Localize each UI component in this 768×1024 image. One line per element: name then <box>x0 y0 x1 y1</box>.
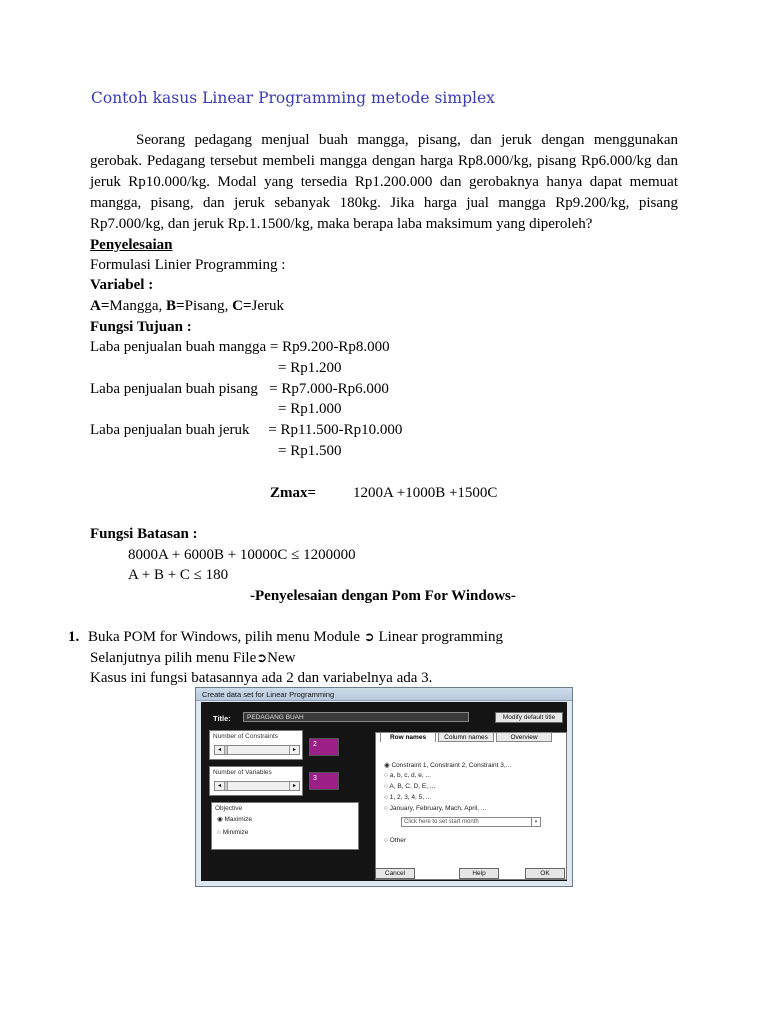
row-option-1[interactable]: ◉ Constraint 1, Constraint 2, Constraint 3,... <box>384 762 512 769</box>
scroll-left-icon[interactable]: ◂ <box>215 782 225 790</box>
step-text: Buka POM for Windows, pilih menu Module <box>88 629 364 645</box>
variables-group <box>209 766 303 796</box>
variabel-line <box>90 299 284 314</box>
var-c-value: Jeruk <box>251 298 285 314</box>
row-option-3[interactable]: ○ A, B, C, D, E, ... <box>384 783 436 790</box>
title-label: Title: <box>213 714 231 723</box>
scroll-thumb[interactable] <box>225 746 228 754</box>
step-number: 1. <box>68 629 80 645</box>
row-option-label: 1, 2, 3, 4, 5, ... <box>389 794 432 801</box>
row-option-label: Constraint 1, Constraint 2, Constraint 3,... <box>391 762 512 769</box>
start-month-select[interactable] <box>401 817 541 827</box>
arrow-icon: ➲ <box>363 630 375 645</box>
minimize-radio[interactable]: ○ Minimize <box>217 829 249 836</box>
laba-mangga-result: = Rp1.200 <box>278 360 342 376</box>
tab-overview[interactable]: Overview <box>496 732 552 742</box>
penyelesaian-heading: Penyelesaian <box>90 237 173 253</box>
objective-group <box>211 802 359 850</box>
scroll-right-icon[interactable]: ▸ <box>289 782 299 790</box>
step-text: New <box>267 650 296 666</box>
scroll-thumb[interactable] <box>225 782 228 790</box>
step-line-2 <box>90 651 295 666</box>
zmax-expression: 1200A +1000B +1500C <box>353 485 498 501</box>
laba-jeruk-result: = Rp1.500 <box>278 443 342 459</box>
variabel-heading: Variabel : <box>90 277 154 293</box>
modify-title-button[interactable]: Modify default title <box>495 712 563 723</box>
row-option-label: January, February, Mach, April, ... <box>389 805 487 812</box>
step-line-3: Kasus ini fungsi batasannya ada 2 dan variabelnya ada 3. <box>90 670 433 686</box>
row-option-4[interactable]: ○ 1, 2, 3, 4, 5, ... <box>384 794 432 801</box>
var-a-key: A= <box>90 298 110 314</box>
step-line-1 <box>88 630 503 645</box>
variables-scrollbar[interactable] <box>214 781 300 791</box>
zmax-label: Zmax= <box>270 485 317 501</box>
laba-mangga: Laba penjualan buah mangga = Rp9.200-Rp8.000 <box>90 339 390 355</box>
arrow-icon: ➲ <box>256 651 268 666</box>
paragraph-line: Seorang pedagang menjual buah mangga, pisang, dan jeruk dengan menggunakan <box>136 132 678 148</box>
row-option-2[interactable]: ○ a, b, c, d, e, ... <box>384 772 431 779</box>
constraints-label: Number of Constraints <box>213 733 279 740</box>
cancel-button[interactable]: Cancel <box>375 868 415 879</box>
step-text: Selanjutnya pilih menu File <box>90 650 257 666</box>
other-label: Other <box>389 837 406 844</box>
tab-column-names[interactable]: Column names <box>438 732 494 742</box>
row-option-label: A, B, C, D, E, ... <box>389 783 436 790</box>
scroll-left-icon[interactable]: ◂ <box>215 746 225 754</box>
dialog-window-title: Create data set for Linear Programming <box>202 690 335 699</box>
laba-jeruk: Laba penjualan buah jeruk = Rp11.500-Rp10.000 <box>90 422 403 438</box>
laba-pisang-result: = Rp1.000 <box>278 401 342 417</box>
constraints-group <box>209 730 303 760</box>
row-option-5[interactable]: ○ January, February, Mach, April, ... <box>384 805 487 812</box>
formulasi-line: Formulasi Linier Programming : <box>90 257 286 273</box>
constraints-count[interactable]: 2 <box>309 738 339 756</box>
paragraph-line: mangga, pisang, dan jeruk sebanyak 180kg. Jika harga jual mangga Rp9.200/kg, pisang <box>90 195 678 211</box>
dialog-titlebar <box>196 688 572 701</box>
maximize-radio[interactable]: ◉ Maximize <box>217 816 252 823</box>
tab-row-names[interactable]: Row names <box>380 732 436 742</box>
row-option-label: a, b, c, d, e, ... <box>389 772 431 779</box>
variables-label: Number of Variables <box>213 769 272 776</box>
paragraph-line: jeruk Rp10.000/kg. Modal yang tersedia Rp1.200.000 dan gerobaknya hanya dapat memuat <box>90 174 678 190</box>
chevron-down-icon[interactable]: ▾ <box>531 818 540 826</box>
var-b-value: Pisang, <box>184 298 233 314</box>
constraint-1: 8000A + 6000B + 10000C ≤ 1200000 <box>128 547 356 563</box>
fungsi-batasan-heading: Fungsi Batasan : <box>90 526 198 542</box>
page-title: Contoh kasus Linear Programming metode simplex <box>91 89 495 107</box>
constraint-2: A + B + C ≤ 180 <box>128 567 229 583</box>
variables-count[interactable]: 3 <box>309 772 339 790</box>
constraints-scrollbar[interactable] <box>214 745 300 755</box>
fungsi-tujuan-heading: Fungsi Tujuan : <box>90 319 192 335</box>
laba-pisang: Laba penjualan buah pisang = Rp7.000-Rp6.000 <box>90 381 389 397</box>
row-option-other[interactable]: ○ Other <box>384 837 406 844</box>
help-button[interactable]: Help <box>459 868 499 879</box>
paragraph-line: Rp7.000/kg, dan jeruk Rp.1.1500/kg, maka berapa laba maksimum yang diperoleh? <box>90 216 593 232</box>
var-c-key: C= <box>232 298 252 314</box>
pom-dialog-screenshot <box>195 687 573 887</box>
objective-label: Objective <box>215 805 243 812</box>
minimize-label: Minimize <box>222 829 249 836</box>
step-text: Linear programming <box>374 629 503 645</box>
names-tab-panel <box>375 732 567 880</box>
start-month-placeholder: Click here to set start month <box>404 819 479 825</box>
dialog-body <box>201 702 567 881</box>
paragraph-line: gerobak. Pedagang tersebut membeli mangga dengan harga Rp8.000/kg, pisang Rp6.000/kg dan <box>90 153 678 169</box>
maximize-label: Maximize <box>224 816 252 823</box>
pom-heading: -Penyelesaian dengan Pom For Windows- <box>250 588 516 604</box>
var-b-key: B= <box>166 298 185 314</box>
title-input[interactable]: PEDAGANG BUAH <box>243 712 469 722</box>
ok-button[interactable]: OK <box>525 868 565 879</box>
var-a-value: Mangga, <box>109 298 167 314</box>
scroll-right-icon[interactable]: ▸ <box>289 746 299 754</box>
